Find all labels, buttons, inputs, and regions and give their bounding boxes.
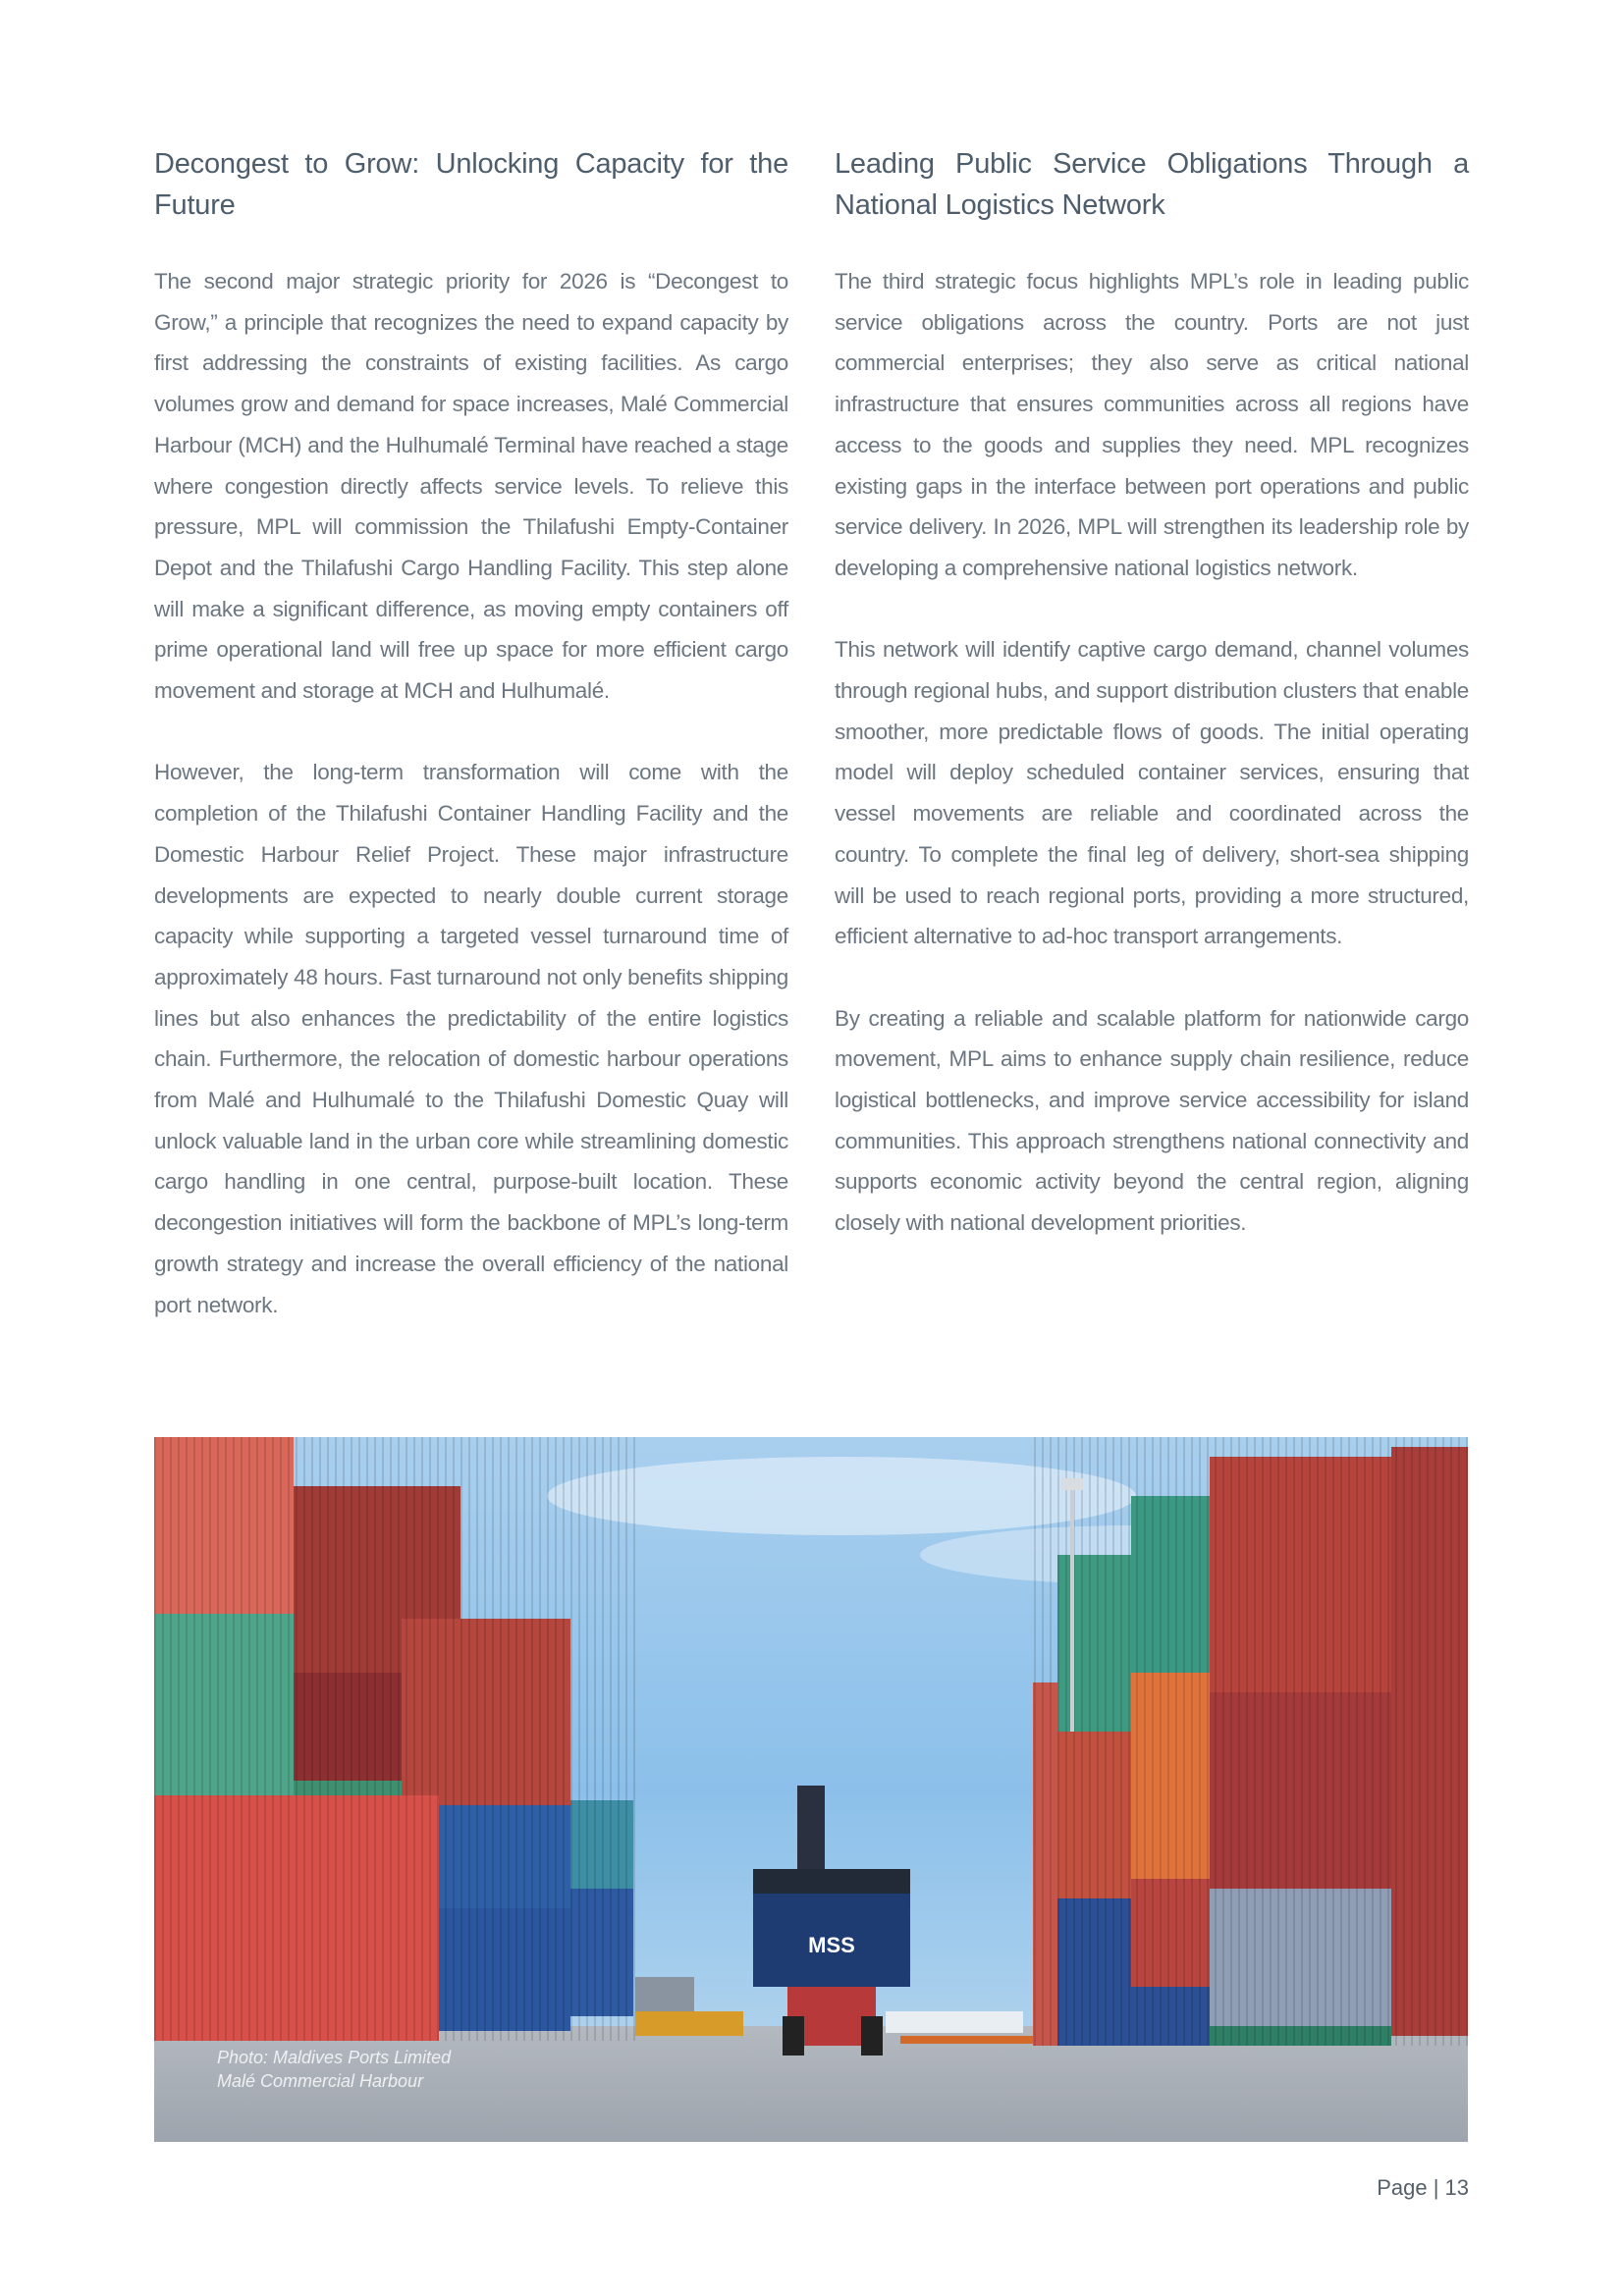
paragraph: This network will identify captive cargo demand, channel volumes through regional hubs, and support distribution clusters that enable smoother, more predictable flows of goods. The initial operating model will deploy scheduled container services, ensuring that vessel movements are reliable and coordinated across the country. To complete the final leg of delivery, short-sea shipping will be used to reach regional ports, providing a more structured, efficient alternative to ad-hoc transport arrangements. — [835, 637, 1469, 949]
caption-location: Malé Commercial Harbour — [217, 2071, 424, 2091]
spacer — [835, 589, 1469, 630]
svg-text:MSS: MSS — [808, 1933, 855, 1957]
photo-caption — [217, 2046, 451, 2093]
paragraph: However, the long-term transformation will come with the completion of the Thilafushi Container Handling Facility and the Domestic Harbour Relief Project. These major infrastructure developments are expected to nearly double current storage capacity while supporting a targeted vessel turnaround time of approximately 48 hours. Fast turnaround not only benefits shipping lines but also enhances the predictability of the entire logistics chain. Furthermore, the relocation of domestic harbour operations from Malé and Hulhumalé to the Thilafushi Domestic Quay will unlock valuable land in the urban core while streamlining domestic cargo handling in one central, purpose-built location. These decongestion initiatives will form the backbone of MPL’s long-term growth strategy and increase the overall efficiency of the national port network. — [154, 760, 788, 1317]
harbour-photo — [154, 1437, 1468, 2142]
left-column — [154, 143, 788, 1325]
paragraph: The second major strategic priority for 2026 is “Decongest to Grow,” a principle that recognizes the need to expand capacity by first addressing the constraints of existing facilities. As cargo volumes grow and demand for space increases, Malé Commercial Harbour (MCH) and the Hulhumalé Terminal have reached a stage where congestion directly affects service levels. To relieve this pressure, MPL will commission the Thilafushi Empty-Container Depot and the Thilafushi Cargo Handling Facility. This step alone will make a significant difference, as moving empty containers off prime operational land will free up space for more efficient cargo movement and storage at MCH and Hulhumalé. — [154, 269, 788, 704]
spacer — [154, 712, 788, 753]
section-heading-decongest: Decongest to Grow: Unlocking Capacity for the Future — [154, 148, 788, 221]
page-number: Page | 13 — [1377, 2175, 1469, 2200]
spacer — [154, 226, 788, 261]
right-column — [835, 143, 1469, 1244]
paragraph: The third strategic focus highlights MPL’s role in leading public service obligations across the country. Ports are not just commercial enterprises; they also serve as critical national infrastructure that ensures communities across all regions have access to the goods and supplies they need. MPL recognizes existing gaps in the interface between port operations and public service delivery. In 2026, MPL will strengthen its leadership role by developing a comprehensive national logistics network. — [835, 269, 1469, 580]
spacer — [835, 957, 1469, 998]
paragraph: By creating a reliable and scalable platform for nationwide cargo movement, MPL aims to enhance supply chain resilience, reduce logistical bottlenecks, and improve service accessibility for island communities. This approach strengthens national connectivity and supports economic activity beyond the central region, aligning closely with national development priorities. — [835, 1005, 1469, 1236]
spacer — [835, 226, 1469, 261]
section-heading-public-service: Leading Public Service Obligations Through a National Logistics Network — [835, 148, 1469, 221]
caption-credit: Photo: Maldives Ports Limited — [217, 2048, 452, 2067]
container-yard-illustration — [154, 1437, 1468, 2142]
